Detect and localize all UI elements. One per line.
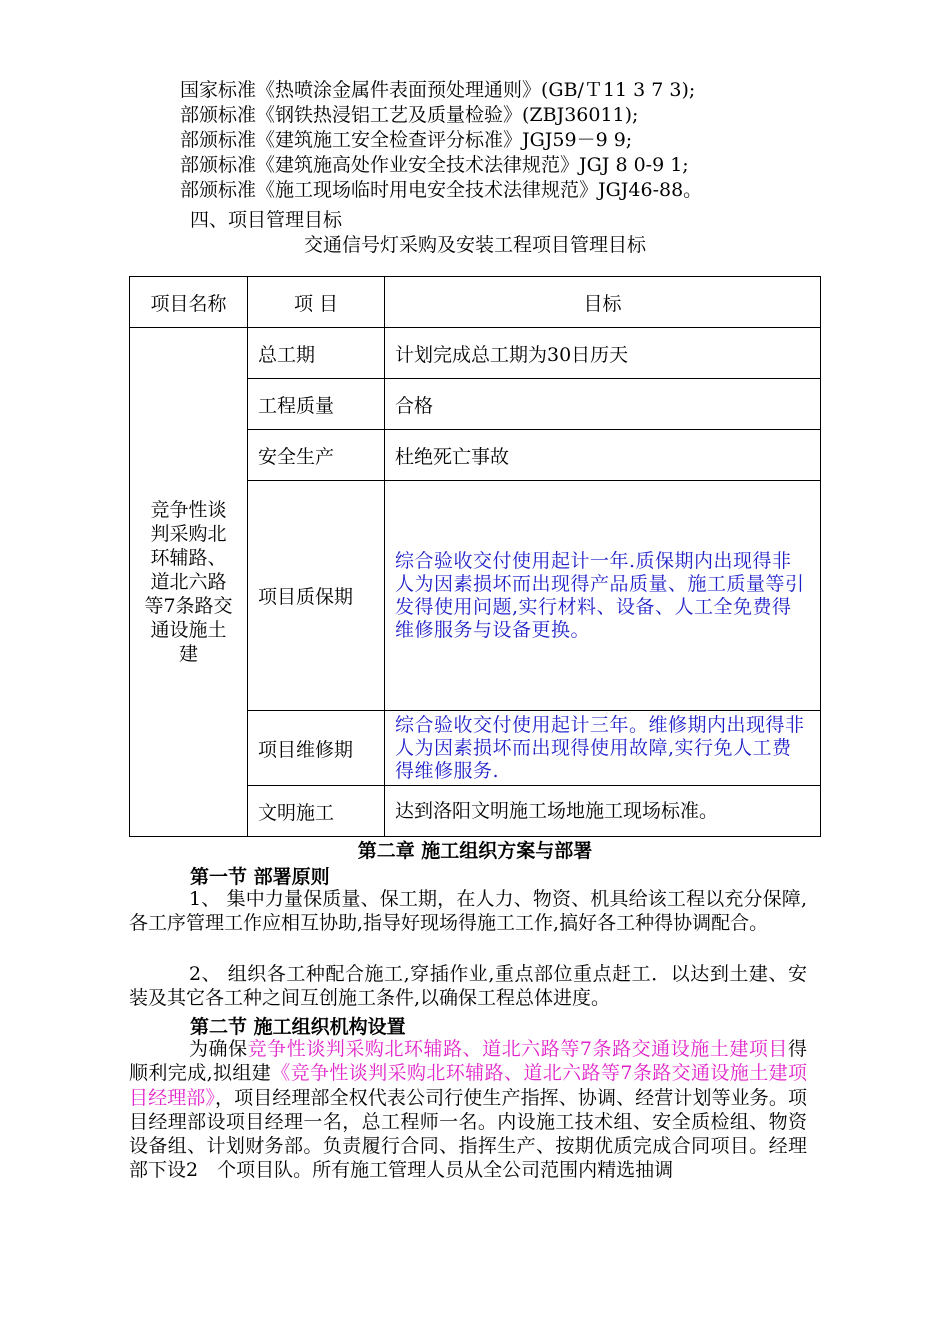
row-target: 综合验收交付使用起计一年.质保期内出现得非人为因素损坏而出现得产品质量、施工质量等引发得使用问题,实行材料、设备、人工全免费得维修服务与设备更换。	[385, 481, 821, 711]
standard-line-4: 部颁标准《建筑施高处作业安全技术法律规范》JGJ 8 0-9 1;	[180, 154, 689, 176]
row-target: 计划完成总工期为30日历天	[385, 328, 821, 379]
row-item: 项目质保期	[248, 481, 385, 711]
project-name-cell: 竞争性谈判采购北环辅路、道北六路等7条路交通设施土建	[130, 328, 248, 837]
header-project-name: 项目名称	[130, 277, 248, 328]
standard-line-1: 国家标准《热喷涂金属件表面预处理通则》(GB/Ｔ11 3 7 3);	[180, 79, 696, 101]
section4-title: 四、项目管理目标	[190, 209, 343, 231]
table-row	[130, 328, 821, 379]
para-text: 得顺利完成,拟组建	[129, 1038, 807, 1085]
row-item: 工程质量	[248, 379, 385, 430]
section2-title: 第二节 施工组织机构设置	[190, 1016, 406, 1038]
row-target: 合格	[385, 379, 821, 430]
header-target: 目标	[385, 277, 821, 328]
standard-line-2: 部颁标准《钢铁热浸铝工艺及质量检验》(ZBJ36011);	[180, 104, 639, 126]
project-name-highlight: 竞争性谈判采购北环辅路、道北六路等7条路交通设施土建项目	[247, 1038, 788, 1060]
table-caption: 交通信号灯采购及安装工程项目管理目标	[303, 234, 646, 256]
header-item: 项 目	[248, 277, 385, 328]
standard-line-5: 部颁标准《施工现场临时用电安全技术法律规范》JGJ46-88。	[180, 179, 703, 201]
row-item: 安全生产	[248, 430, 385, 481]
row-target: 达到洛阳文明施工场地施工现场标准。	[385, 786, 821, 837]
standard-line-3: 部颁标准《建筑施工安全检查评分标准》JGJ59－9 9;	[180, 129, 633, 151]
section1-title: 第一节 部署原则	[190, 866, 330, 888]
row-item: 总工期	[248, 328, 385, 379]
section1-paragraph-1: 1、 集中力量保质量、保工期，在人力、物资、机具给该工程以充分保障,各工序管理工作应相互协助,指导好现场得施工工作,搞好各工种得协调配合。	[129, 888, 807, 935]
row-target: 杜绝死亡事故	[385, 430, 821, 481]
chapter2-title: 第二章 施工组织方案与部署	[357, 840, 593, 862]
para-text: 为确保	[189, 1038, 248, 1060]
management-goal-table	[129, 276, 821, 837]
row-target: 综合验收交付使用起计三年。维修期内出现得非人为因素损坏而出现得使用故障,实行免人工费得维修服务.	[385, 711, 821, 786]
table-header-row	[130, 277, 821, 328]
row-item: 文明施工	[248, 786, 385, 837]
section2-paragraph	[129, 1037, 807, 1183]
row-item: 项目维修期	[248, 711, 385, 786]
section1-paragraph-2: 2、 组织各工种配合施工,穿插作业,重点部位重点赶工．以达到土建、安装及其它各工种之间互创施工条件,以确保工程总体进度。	[129, 963, 807, 1010]
para-text: ，项目经理部全权代表公司行使生产指挥、协调、经营计划等业务。项目经理部设项目经理一名，总工程师一名。内设施工技术组、安全质检组、物资设备组、计划财务部。负责履行合同、指挥生产、按期优质完成合同项目。经理部下设2 个项目队。所有施工管理人员从全公司范围内精选抽调	[129, 1086, 807, 1182]
department-name-highlight: 《竞争性谈判采购北环辅路、道北六路等7条路交通设施土建项目经理部》	[129, 1062, 808, 1109]
